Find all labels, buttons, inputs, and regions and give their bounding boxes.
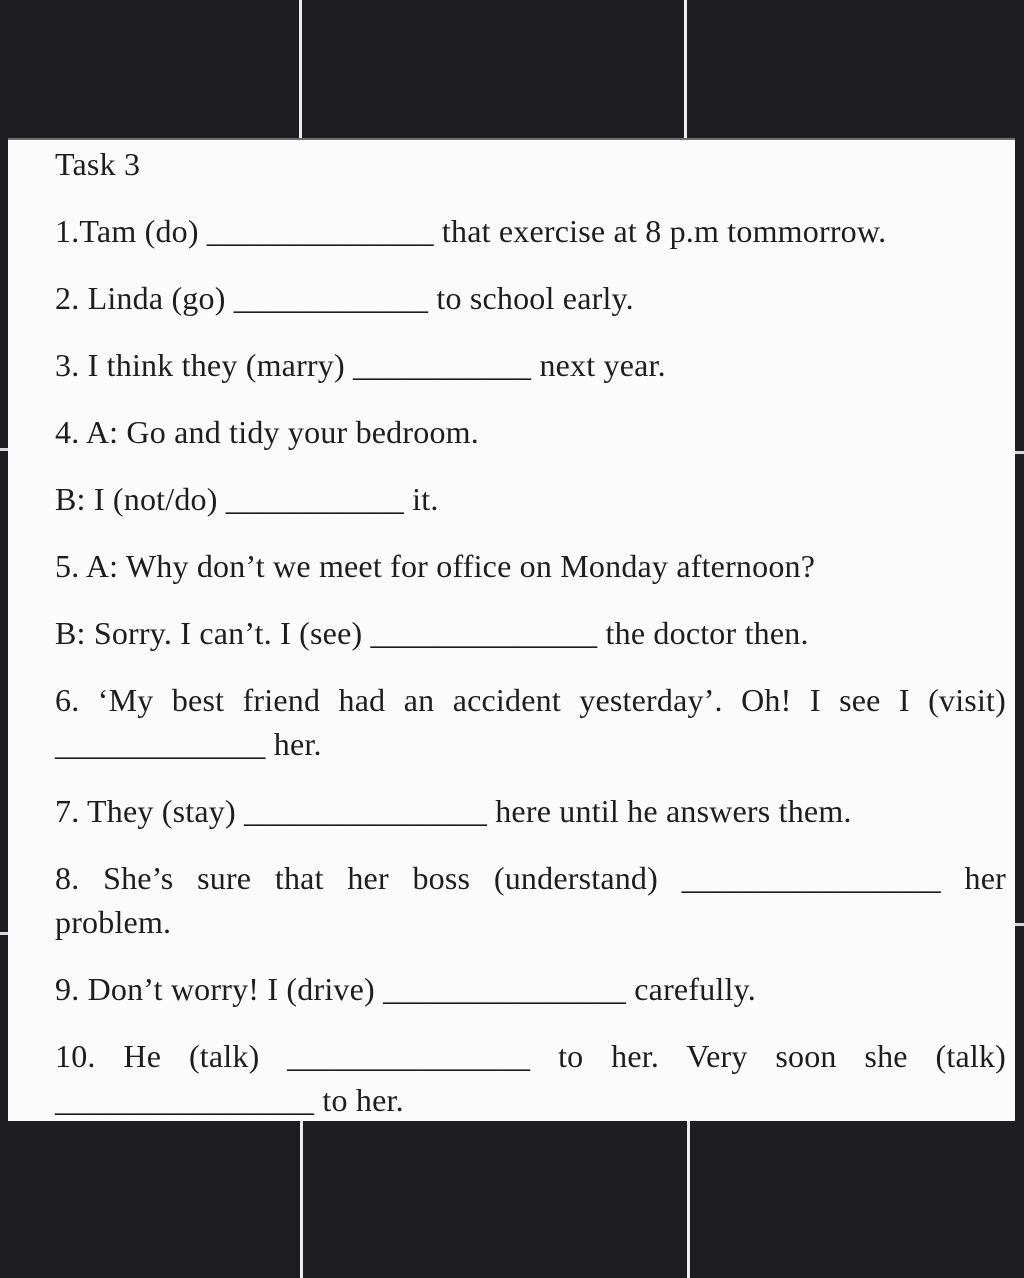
exercise-line-4b: B: I (not/do) ___________ it. (55, 481, 439, 517)
exercise-line-6b: _____________ her. (55, 726, 322, 762)
exercise-line-1: 1.Tam (do) ______________ that exercise at 8 p.m tommorrow. (55, 213, 887, 249)
exercise-line-2: 2. Linda (go) ____________ to school early. (55, 280, 634, 316)
exercise-line-9: 9. Don’t worry! I (drive) _______________ carefully. (55, 971, 756, 1007)
worksheet-title: Task 3 (55, 146, 141, 182)
grid-line-bottom-right (687, 1121, 690, 1278)
exercise-line-8b: problem. (55, 904, 172, 940)
grid-line-top-right (684, 0, 687, 139)
exercise-line-4a: 4. A: Go and tidy your bedroom. (55, 414, 479, 450)
exercise-line-10b: ________________ to her. (55, 1082, 404, 1118)
edge-tick-right-upper (1014, 451, 1024, 454)
exercise-line-5b: B: Sorry. I can’t. I (see) ______________ the doctor then. (55, 615, 809, 651)
edge-tick-right-lower (1014, 923, 1024, 926)
exercise-line-6a: 6. ‘My best friend had an accident yesterday’. Oh! I see I (visit) (55, 682, 1006, 718)
grid-line-top-left (299, 0, 302, 139)
exercise-line-5a: 5. A: Why don’t we meet for office on Monday afternoon? (55, 548, 816, 584)
grid-line-bottom-left (300, 1121, 303, 1278)
exercise-line-3: 3. I think they (marry) ___________ next year. (55, 347, 666, 383)
exercise-line-8a: 8. She’s sure that her boss (understand) ________________ her (55, 860, 1006, 896)
exercise-line-7: 7. They (stay) _______________ here until he answers them. (55, 793, 852, 829)
exercise-line-10a: 10. He (talk) _______________ to her. Very soon she (talk) (55, 1038, 1006, 1074)
worksheet-page (8, 138, 1015, 1121)
